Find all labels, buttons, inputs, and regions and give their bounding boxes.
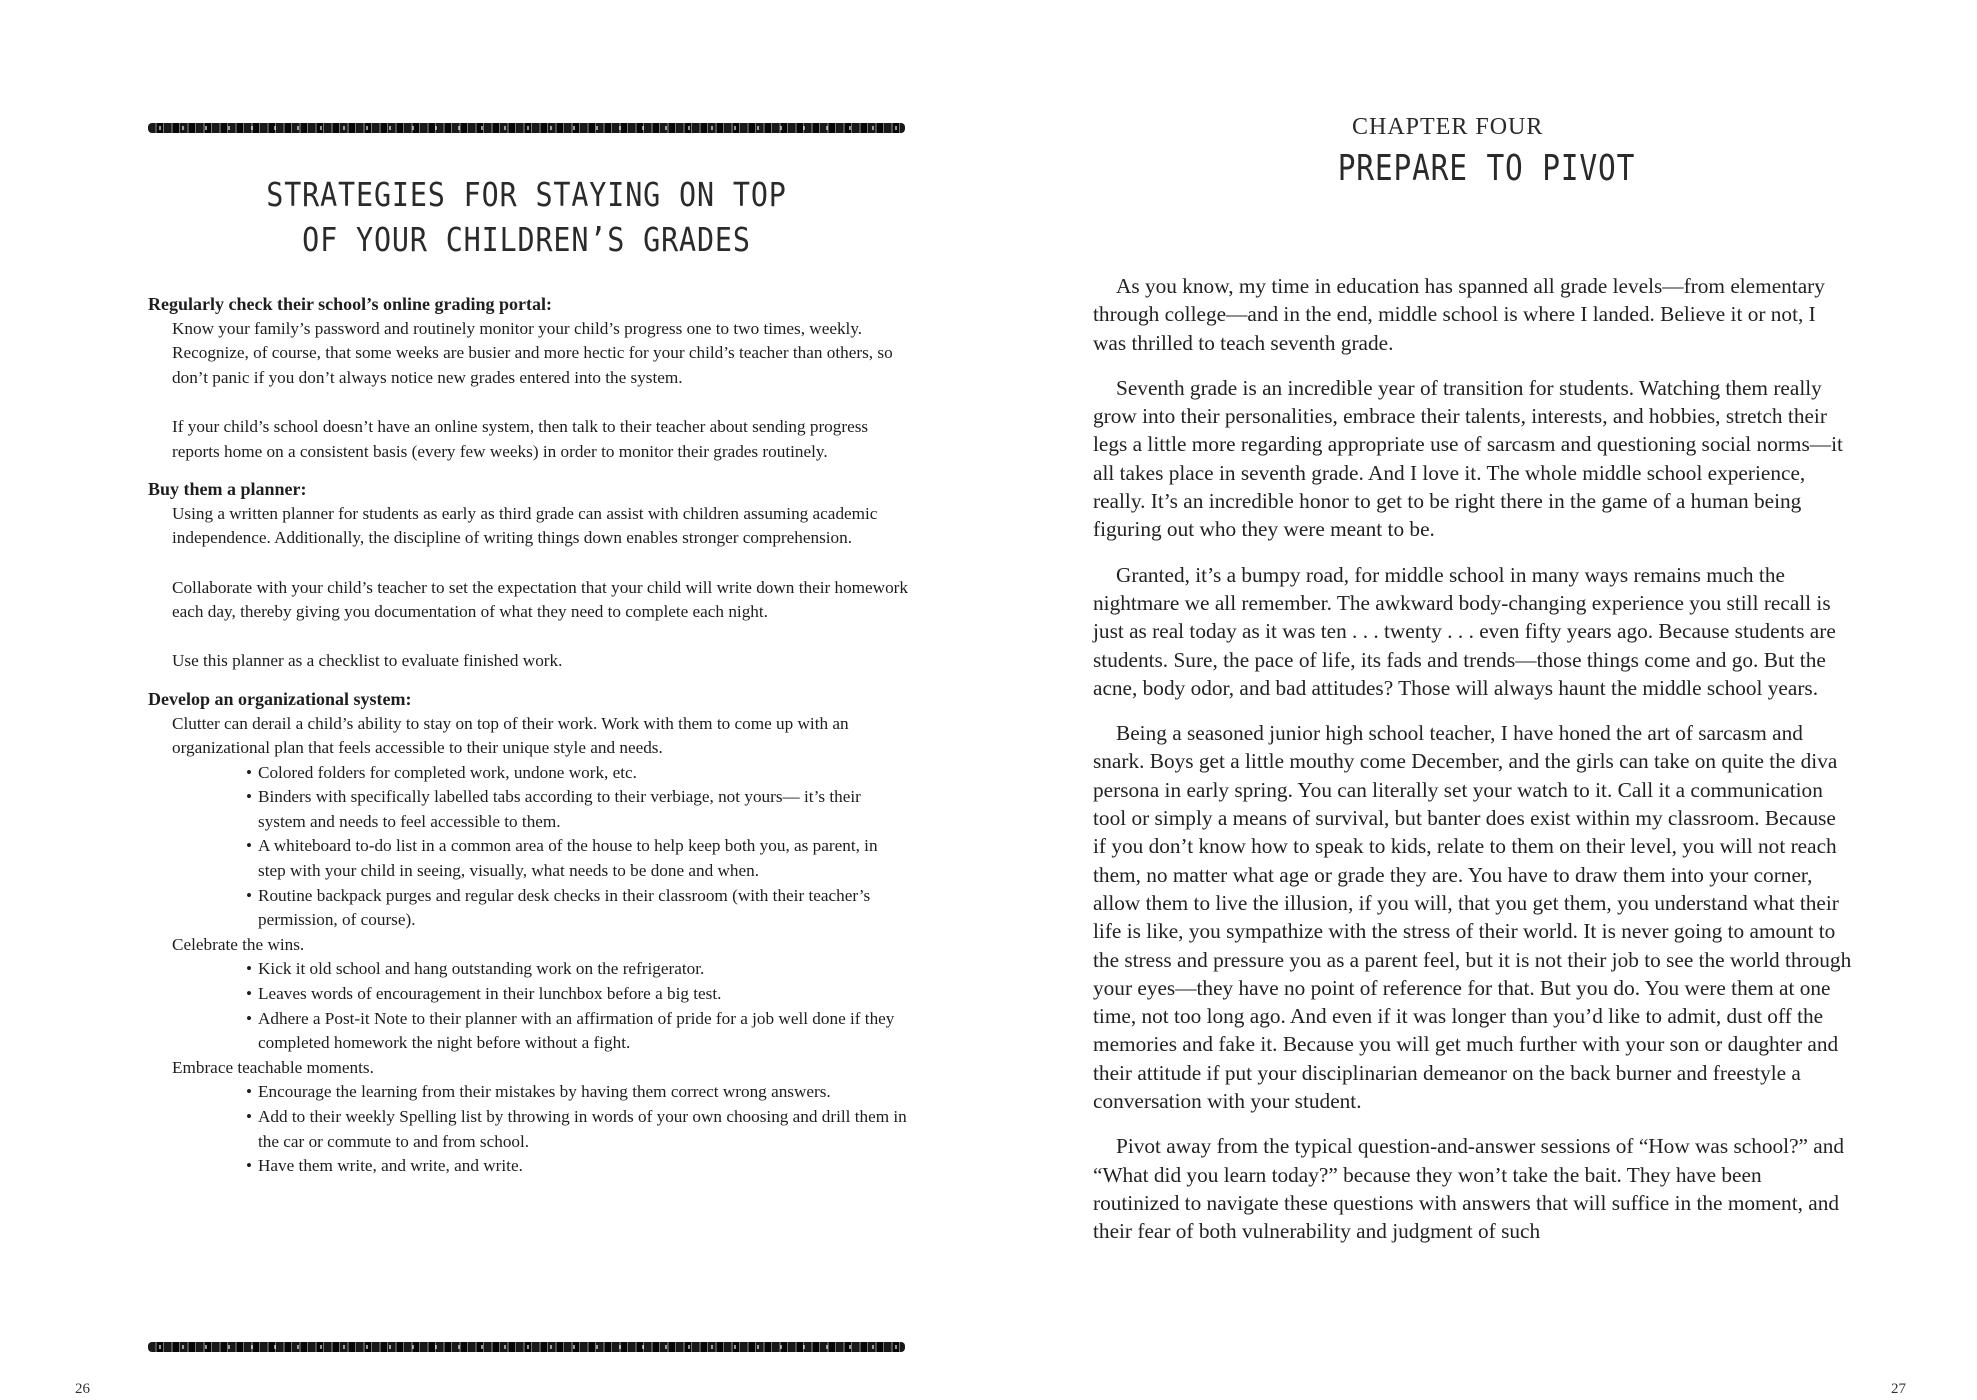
paragraph: Being a seasoned junior high school teacher, I have honed the art of sarcasm and snark. Boys get a little mouthy come December, and the girls can take on quite the diva persona in early spring. You can literally set your watch to it. Call it a communication tool or simply a means of survival, but banter does exist within my classroom. Because if you don’t know how to speak to kids, relate to them on their level, you will not reach them, no matter what age or grade they are. You have to draw them into your corner, allow them to live the illusion, if you will, that you get them, you understand what their life is like, you sympathize with the stress of their world. It is never going to amount to the stress and pressure you as a parent feel, but it is not their job to see the world through your eyes—they have no point of reference for that. But you do. You were them at one time, not too long ago. And even if it was longer than you’d like to admit, dust off the memories and fake it. Because you will get much further with your son or daughter and their attitude if put your disciplinarian demeanor on the back burner and freestyle a conversation with your student.: [1093, 721, 1852, 1114]
list-item: • Leaves words of encouragement in their lunchbox before a big test.: [246, 982, 908, 1007]
list-item: • Routine backpack purges and regular desk checks in their classroom (with their teacher’s permission, of course).: [246, 884, 908, 933]
list-item: • Adhere a Post-it Note to their planner with an affirmation of pride for a job well done if they completed homework the night before without a fight.: [246, 1007, 908, 1056]
list-item: • Kick it old school and hang outstanding work on the refrigerator.: [246, 957, 908, 982]
bottom-crayon-rule: [148, 1342, 905, 1352]
paragraph: Collaborate with your child’s teacher to set the expectation that your child will write down their homework each day, thereby giving you documentation of what they need to complete each night.: [172, 577, 908, 622]
list-item: • Encourage the learning from their mistakes by having them correct wrong answers.: [246, 1080, 908, 1105]
sidebar-title-line-1: STRATEGIES FOR STAYING ON TOP: [266, 175, 787, 214]
top-crayon-rule: [148, 123, 905, 133]
sidebar-title-line-2: OF YOUR CHILDREN’S GRADES: [302, 220, 751, 259]
paragraph: Seventh grade is an incredible year of transition for students. Watching them really grow into their personalities, embrace their talents, interests, and hobbies, stretch their legs a little more regarding appropriate use of sarcasm and questioning social norms—it all takes place in seventh grade. And I love it. The whole middle school experience, really. It’s an incredible honor to get to be right there in the game of a human being figuring out who they were meant to be.: [1093, 375, 1843, 542]
sidebar-content: [148, 292, 908, 1179]
bullet-list: [148, 957, 908, 1055]
sidebar-title: [201, 172, 852, 262]
paragraph: Using a written planner for students as early as third grade can assist with children assuming academic independence. Additionally, the discipline of writing things down enables stronger comprehension.: [172, 503, 878, 548]
paragraph: Use this planner as a checklist to evaluate finished work.: [172, 651, 563, 671]
bullet-list: [148, 761, 908, 933]
paragraph: Clutter can derail a child’s ability to stay on top of their work. Work with them to come up with an organizational plan that feels accessible to their unique style and needs.: [172, 713, 849, 758]
chapter-body: [1093, 272, 1853, 1263]
chapter-label: CHAPTER FOUR: [1352, 114, 1544, 140]
list-item: • A whiteboard to-do list in a common area of the house to help keep both you, as parent, in step with your child in seeing, visually, what needs to be done and when.: [246, 834, 908, 883]
section-heading-planner: Buy them a planner:: [148, 479, 307, 500]
list-item: • Colored folders for completed work, undone work, etc.: [246, 761, 908, 786]
section-heading-organizational-system: Develop an organizational system:: [148, 688, 412, 709]
section-heading-grading-portal: Regularly check their school’s online grading portal:: [148, 294, 552, 314]
paragraph: If your child’s school doesn’t have an online system, then talk to their teacher about sending progress reports home on a consistent basis (every few weeks) in order to monitor their grades routinely.: [172, 416, 869, 461]
paragraph: Pivot away from the typical question-and-answer sessions of “How was school?” and “What did you learn today?” because they won’t take the bait. They have been routinized to navigate these questions with answers that will suffice in the moment, and their fear of both vulnerability and judgment of such: [1093, 1134, 1845, 1244]
sub-heading-celebrate: Celebrate the wins.: [172, 934, 305, 954]
page-number: 27: [1891, 1381, 1906, 1397]
list-item: • Have them write, and write, and write.: [246, 1154, 908, 1179]
sub-heading-teachable-moments: Embrace teachable moments.: [172, 1057, 374, 1077]
page-number: 26: [75, 1381, 90, 1397]
list-item: • Add to their weekly Spelling list by throwing in words of your own choosing and drill them in the car or commute to and from school.: [246, 1105, 908, 1154]
chapter-title: PREPARE TO PIVOT: [1337, 148, 1636, 189]
right-page: [988, 0, 1977, 1400]
paragraph: As you know, my time in education has spanned all grade levels—from elementary through college—and in the end, middle school is where I landed. Believe it or not, I was thrilled to teach seventh grade.: [1093, 274, 1825, 355]
paragraph: Know your family’s password and routinely monitor your child’s progress one to two times, weekly. Recognize, of course, that some weeks are busier and more hectic for your child’s teacher than others, so don’t panic if you don’t always notice new grades entered into the system.: [172, 318, 893, 387]
bullet-list: [148, 1080, 908, 1178]
left-page: [0, 0, 988, 1400]
list-item: • Binders with specifically labelled tabs according to their verbiage, not yours— it’s their system and needs to feel accessible to them.: [246, 785, 908, 834]
paragraph: Granted, it’s a bumpy road, for middle school in many ways remains much the nightmare we all remember. The awkward body-changing experience you still recall is just as real today as it was ten . . . twenty . . . even fifty years ago. Because students are students. Sure, the pace of life, its fads and trends—those things come and go. But the acne, body odor, and bad attitudes? Those will always haunt the middle school years.: [1093, 562, 1836, 700]
